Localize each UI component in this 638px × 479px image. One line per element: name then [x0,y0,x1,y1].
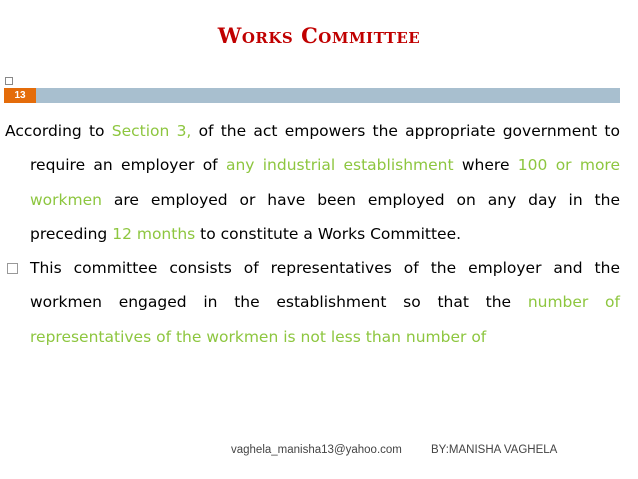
highlight-section: Section 3, [111,122,192,140]
header-bar [36,88,620,103]
highlight-workmen-count: 100 or more workmen [30,156,621,209]
footer-author: BY:MANISHA VAGHELA [431,444,558,456]
slide-title: Works Committee [217,23,421,48]
text-run: of the act empowers the appropriate government to require an employer of [30,122,620,175]
text-run: According to [5,122,112,140]
text-run: to constitute a Works Committee. [195,224,462,243]
slide-body [5,114,620,354]
bullet-square-icon [5,77,13,85]
footer-email: vaghela_manisha13@yahoo.com [231,444,402,456]
highlight-representatives: number of representatives of the workmen is not less than number of [30,293,620,346]
bullet-square-icon [7,263,18,274]
text-run: where [453,156,518,175]
text-run: This committee consists of representatives of the employer and the workmen engaged in the establishment so that the [30,259,620,312]
highlight-months: 12 months [112,224,196,243]
paragraph-section-3 [5,114,620,251]
text-run: are employed or have been employed on any day in the preceding [30,190,620,243]
slide-number-badge: 13 [4,88,36,103]
paragraph-committee [5,251,620,354]
highlight-establishment: any industrial establishment [225,156,454,175]
